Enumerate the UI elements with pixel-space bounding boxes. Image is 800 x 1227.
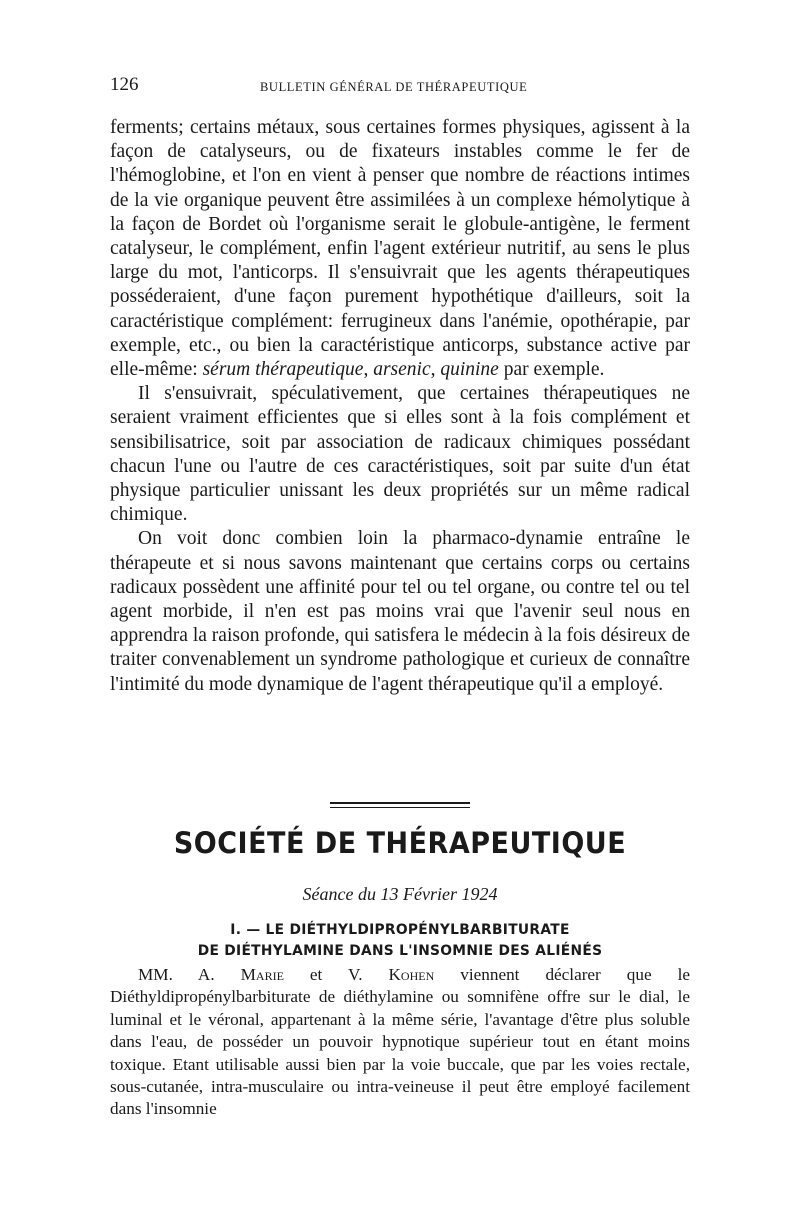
paragraph-1: [110, 116, 690, 382]
section-divider: [330, 802, 470, 808]
paragraph-3: On voit donc combien loin la pharmaco-dynamie entraîne le thérapeute et si nous savons maintenant que certains corps ou certains radicaux possèdent une affinité pour tel ou tel organe, ou contre tel ou tel agent morbide, il n'en est pas moins vrai que l'avenir seul nous en apprendra la raison profonde, qui satisfera le médecin à la fois désireux de traiter convenablement un syndrome pathologique et curieux de connaître l'intimité du mode dynamique de l'agent thérapeutique qu'il a employé.: [110, 528, 690, 695]
divider-thick-rule: [330, 802, 470, 804]
author-marie: Marie: [240, 965, 284, 984]
separator: ,: [430, 359, 441, 381]
paragraph-2: Il s'ensuivrait, spéculativement, que certaines thérapeutiques ne seraient vraiment efficientes que si elles sont à la fois complément et sensibilisatrice, soit par association de radicaux chimiques possédant chacun l'une ou l'autre de ces caractéristiques, soit par suite d'un état physique particulier unissant les deux propriétés sur un même radical chimique.: [110, 383, 690, 526]
authors-conjunction: et V.: [283, 965, 389, 984]
authors-prefix: MM. A.: [138, 965, 241, 984]
section-heading: [110, 920, 690, 962]
section-paragraph-text: viennent déclarer que le Diéthyldipropénylbarbiturate de diéthylamine ou somnifène offre sur le dial, le luminal et le véronal, appartenant à la même série, l'avantage d'être plus soluble dans l'eau, de posséder un pouvoir hypnotique supérieur tout en étant moins toxique. Etant utilisable aussi bien par la voie buccale, que par les voies rectale, sous-cutanée, intra-musculaire ou intra-veineuse il peut être employé facilement dans l'insomnie: [110, 965, 691, 1119]
section-heading-line-1: I. — LE DIÉTHYLDIPROPÉNYLBARBITURATE: [230, 922, 570, 938]
section-paragraph: [110, 964, 690, 1121]
section-heading-line-2: DE DIÉTHYLAMINE DANS L'INSOMNIE DES ALIÉNÉS: [197, 943, 603, 959]
paragraph-1-text: ferments; certains métaux, sous certaines formes physiques, agissent à la façon de catalyseurs, ou de fixateurs instables comme le fer de l'hémoglobine, et l'on en vient à penser que nombre de réactions intimes de la vie organique peuvent être assimilées à un complexe hémolytique à la façon de Bordet où l'organisme serait le globule-antigène, le ferment catalyseur, le complément, enfin l'agent extérieur nutritif, au sens le plus large du mot, l'anticorps. Il s'ensuivrait que les agents thérapeutiques posséderaient, d'une façon purement hypothétique d'ailleurs, soit la caractéristique complément: ferrugineux dans l'anémie, opothérapie, par exemple, etc., ou bien la caractéristique anticorps, substance active par elle-même:: [110, 117, 690, 381]
italic-serum: sérum thérapeutique: [202, 359, 364, 381]
divider-thin-rule: [330, 807, 470, 808]
page-header: [110, 74, 690, 100]
section-body: [110, 964, 690, 1121]
author-kohen: Kohen: [388, 965, 435, 984]
session-date: Séance du 13 Février 1924: [302, 884, 498, 904]
italic-quinine: quinine: [440, 359, 499, 381]
italic-arsenic: arsenic: [373, 359, 431, 381]
separator: ,: [363, 359, 374, 381]
paragraph-1-end: par exemple.: [498, 359, 605, 381]
article-body: [110, 116, 690, 697]
society-heading: SOCIÉTÉ DE THÉRAPEUTIQUE: [173, 826, 627, 861]
running-title: BULLETIN GÉNÉRAL DE THÉRAPEUTIQUE: [260, 80, 528, 94]
page-number: 126: [110, 74, 139, 95]
